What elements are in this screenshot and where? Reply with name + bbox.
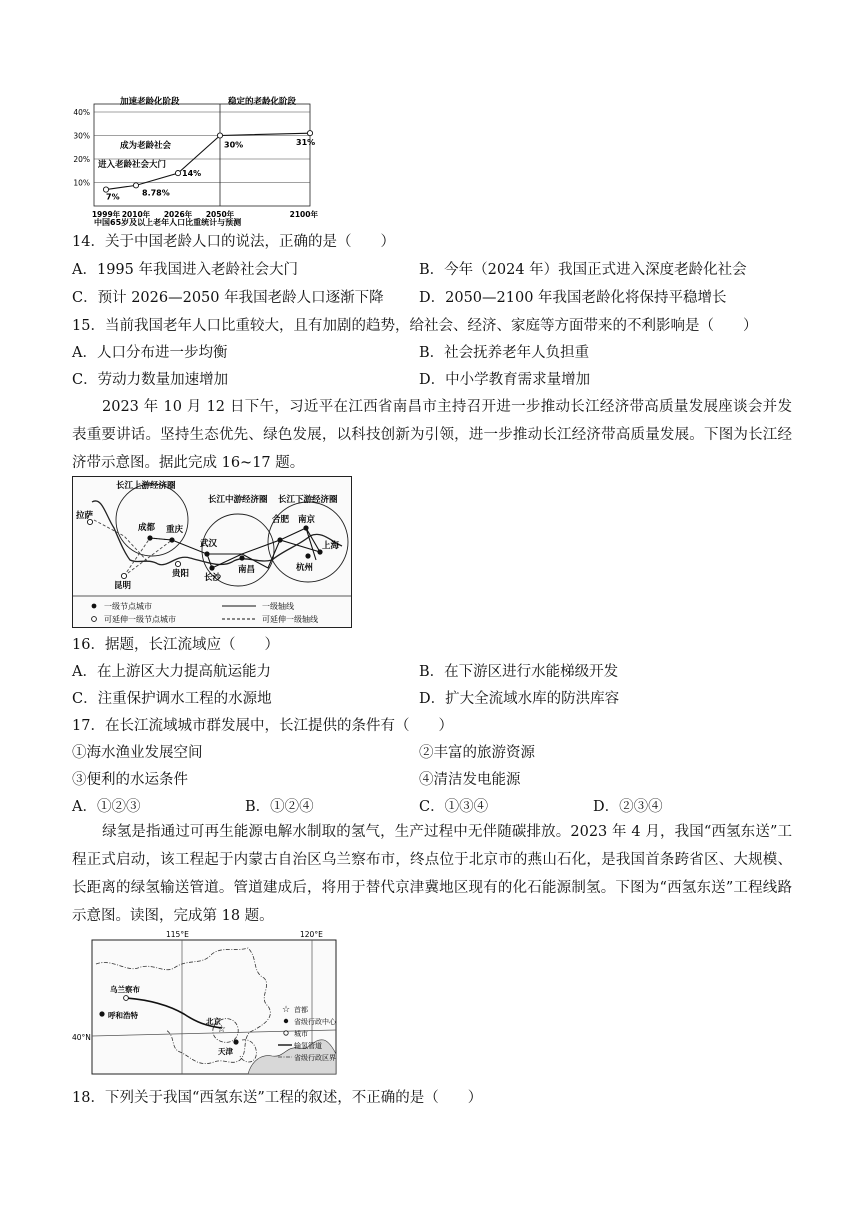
chart-grid: [73, 104, 310, 206]
city-chengdu: 成都: [138, 523, 156, 533]
q15-option-b[interactable]: B．社会抚养老年人负担重: [419, 345, 590, 361]
lon-115-label: 115°E: [166, 930, 189, 939]
y-tick-label: 20%: [73, 155, 90, 164]
passage-yangtze: 2023 年 10 月 12 日下午，习近平在江西省南昌市主持召开进一步推动长江经济带高质量发展座谈会并发表重要讲话。坚持生态优先、绿色发展，以科技创新为引领，进一步推动长江经济带高质量发展。下图为长江经济带示意图。据此完成 16~17 题。: [72, 399, 792, 471]
city-huhehaote: 呼和浩特: [108, 1011, 138, 1020]
city-nanchang: 南昌: [238, 565, 256, 575]
q14-option-a[interactable]: A．1995 年我国进入老龄社会大门: [72, 262, 298, 278]
x-tick-label: 2010年: [121, 210, 151, 219]
stage-right-label: 稳定的老龄化阶段: [228, 97, 297, 107]
legend-node-city: 一级节点城市: [104, 602, 152, 611]
city-beijing: 北京: [206, 1017, 221, 1026]
city-hefei: 合肥: [272, 515, 290, 525]
q17-statement-3: ③便利的水运条件: [72, 772, 188, 788]
x-tick-label: 1999年: [91, 210, 121, 219]
legend-capital-icon: ☆: [282, 1005, 291, 1015]
data-label: 7%: [106, 192, 120, 202]
legend-city: 城市: [294, 1030, 308, 1038]
q14-stem: 14．关于中国老龄人口的说法，正确的是（ ）: [72, 234, 395, 250]
data-point: [175, 171, 180, 176]
city-changsha: 长沙: [204, 573, 222, 583]
nanchang-node: [239, 555, 244, 560]
q17-stem: 17．在长江流域城市群发展中，长江提供的条件有（ ）: [72, 718, 453, 734]
middle-circle-label: 长江中游经济圈: [208, 495, 268, 505]
yangtze-economic-belt-map: [72, 476, 352, 628]
passage-hydrogen: 绿氢是指通过可再生能源电解水制取的氢气，生产过程中无伴随碳排放。2023 年 4 月，我国“西氢东送”工程正式启动，该工程起于内蒙古自治区乌兰察布市，终点位于北京市的燕山石化，是我国首条跨省区、大规模、长距离的绿氢输送管道。管道建成后，将用于替代京津冀地区现有的化石能源制氢。下图为“西氢东送”工程线路示意图。读图，完成第 18 题。: [72, 824, 792, 924]
x-tick-label: 2026年: [163, 210, 193, 219]
q14-option-c[interactable]: C．预计 2026—2050 年我国老龄人口逐渐下降: [72, 290, 384, 306]
city-lasa: 拉萨: [76, 511, 94, 521]
hangzhou-node: [305, 553, 310, 558]
q17-statement-2: ②丰富的旅游资源: [419, 745, 535, 761]
data-point: [307, 131, 312, 136]
legend-provincial-center: 省级行政中心: [294, 1018, 336, 1026]
legend-primary-axis: 一级轴线: [262, 602, 294, 611]
legend-capital: 首都: [294, 1006, 308, 1014]
q17-statement-4: ④清洁发电能源: [419, 772, 521, 788]
data-point: [133, 183, 138, 188]
huhehaote-node: [99, 1011, 104, 1016]
q16-stem: 16．据题，长江流域应（ ）: [72, 637, 279, 653]
q15-option-a[interactable]: A．人口分布进一步均衡: [72, 345, 228, 361]
city-shanghai: 上海: [322, 541, 340, 551]
nanjing-node: [303, 525, 308, 530]
q14-option-b[interactable]: B．今年（2024 年）我国正式进入深度老龄化社会: [419, 262, 747, 278]
q17-option-b[interactable]: B．①②④: [245, 799, 314, 815]
upper-circle-label: 长江上游经济圈: [116, 481, 176, 491]
hydrogen-pipeline-map: [72, 928, 360, 1080]
q15-option-d[interactable]: D．中小学教育需求量增加: [419, 372, 591, 388]
city-wuhan: 武汉: [200, 539, 218, 549]
q16-option-a[interactable]: A．在上游区大力提高航运能力: [72, 664, 271, 680]
y-tick-label: 40%: [73, 108, 90, 117]
chengdu-node: [147, 535, 152, 540]
q15-stem: 15．当前我国老年人口比重较大，且有加剧的趋势，给社会、经济、家庭等方面带来的不利影响是（ ）: [72, 318, 758, 334]
lon-120-label: 120°E: [300, 930, 323, 939]
guiyang-node: [175, 561, 180, 566]
city-nanjing: 南京: [298, 515, 316, 525]
data-label: 8.78%: [142, 188, 170, 198]
chongqing-node: [169, 537, 174, 542]
legend-boundary: 省级行政区界: [294, 1054, 336, 1062]
changsha-node: [209, 565, 214, 570]
q17-option-d[interactable]: D．②③④: [593, 799, 663, 815]
x-tick-label: 2050年: [205, 210, 235, 219]
x-tick-label: 2100年: [289, 210, 318, 219]
hefei-node: [277, 537, 282, 542]
chart-caption: 中国65岁及以上老年人口比重统计与预测: [94, 218, 242, 227]
lower-circle-label: 长江下游经济圈: [278, 495, 338, 505]
city-wulanchabu: 乌兰察布: [110, 985, 140, 994]
data-label: 31%: [296, 138, 316, 148]
y-tick-label: 30%: [73, 131, 90, 141]
q18-stem: 18．下列关于我国“西氢东送”工程的叙述，不正确的是（ ）: [72, 1090, 483, 1106]
q17-statement-1: ①海水渔业发展空间: [72, 745, 203, 761]
y-tick-label: 10%: [73, 178, 90, 188]
annotation-become-aging: 成为老龄社会: [120, 141, 172, 151]
data-point: [217, 133, 222, 138]
q15-option-c[interactable]: C．劳动力数量加速增加: [72, 372, 229, 388]
chart-frame: [94, 104, 310, 206]
q14-option-d[interactable]: D．2050—2100 年我国老龄化将保持平稳增长: [419, 290, 727, 306]
data-label: 14%: [182, 169, 202, 179]
wuhan-node: [204, 551, 209, 556]
aging-population-chart: [66, 92, 322, 228]
legend-extension-node-city: 可延伸一级节点城市: [104, 615, 176, 624]
kunming-node: [121, 573, 126, 578]
lat-40-label: 40°N: [72, 1033, 91, 1042]
q17-option-a[interactable]: A．①②③: [72, 799, 141, 815]
legend-extension-axis: 可延伸一级轴线: [262, 615, 318, 624]
city-guiyang: 贵阳: [172, 569, 190, 579]
wulanchabu-node: [124, 996, 129, 1001]
q16-option-c[interactable]: C．注重保护调水工程的水源地: [72, 691, 272, 707]
data-label: 30%: [224, 140, 244, 150]
q17-option-c[interactable]: C．①③④: [419, 799, 489, 815]
q16-option-d[interactable]: D．扩大全流域水库的防洪库容: [419, 691, 620, 707]
stage-left-label: 加速老龄化阶段: [120, 97, 180, 107]
city-kunming: 昆明: [114, 581, 132, 591]
city-chongqing: 重庆: [166, 525, 184, 535]
tianjin-node: [233, 1039, 238, 1044]
data-point: [103, 187, 108, 192]
city-tianjin: 天津: [218, 1047, 233, 1056]
beijing-star-icon: ☆: [217, 1024, 226, 1035]
q16-option-b[interactable]: B．在下游区进行水能梯级开发: [419, 664, 619, 680]
legend-pipeline: 输氢管道: [294, 1042, 322, 1050]
annotation-enter-aging: 进入老龄社会大门: [98, 160, 167, 170]
city-hangzhou: 杭州: [296, 563, 314, 573]
